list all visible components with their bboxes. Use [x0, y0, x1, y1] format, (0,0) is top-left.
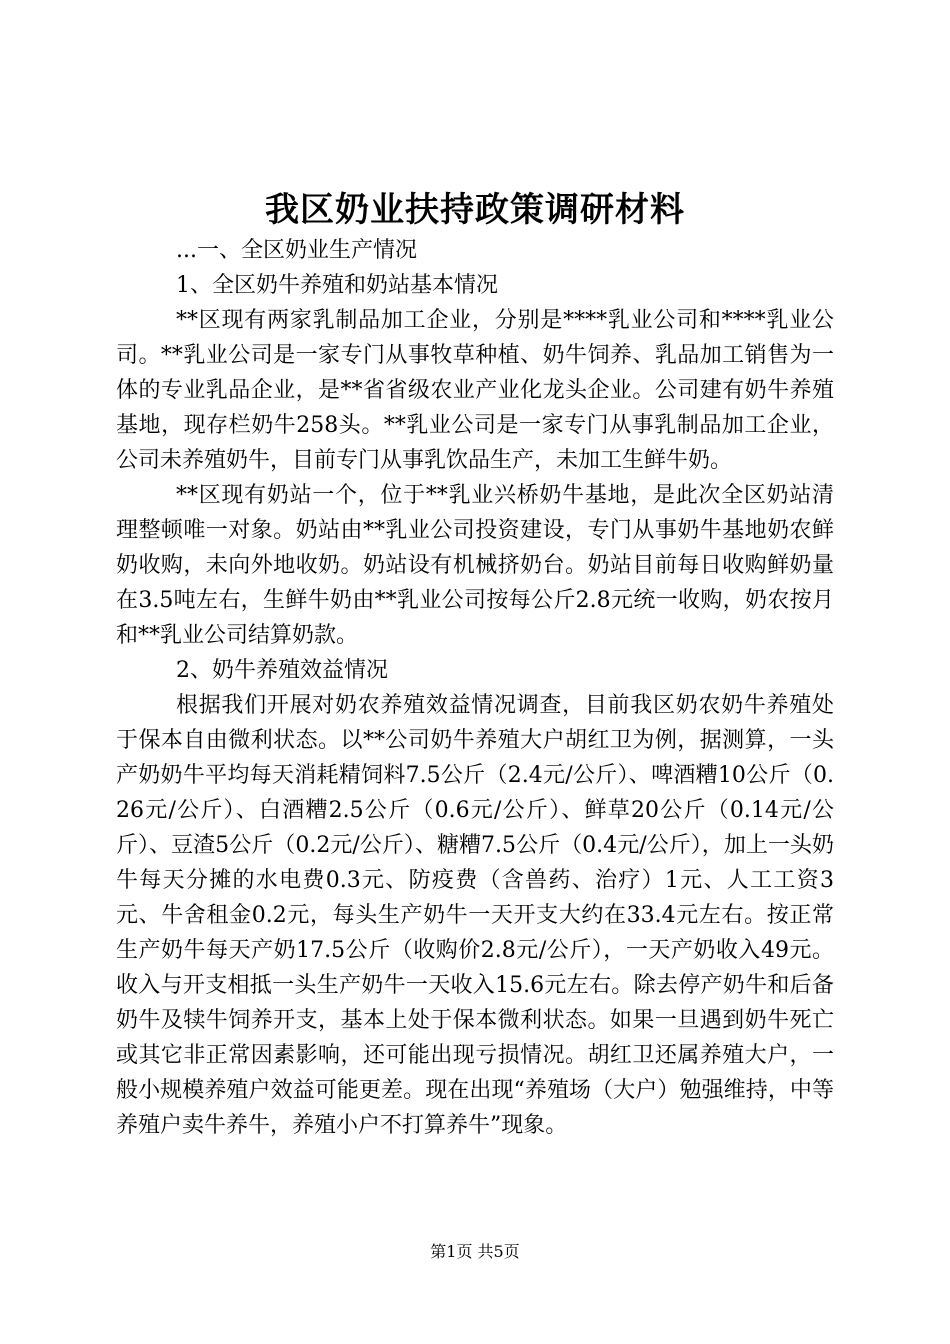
document-title: 我区奶业扶持政策调研材料 [265, 190, 685, 230]
paragraph-2: **区现有奶站一个，位于**乳业兴桥奶牛基地，是此次全区奶站清理整顿唯一对象。奶站由**乳业公司投资建设，专门从事奶牛基地奶农鲜奶收购，未向外地收奶。奶站设有机械挤奶台。奶站目前每日收购鲜奶量在3.5吨左右，生鲜牛奶由**乳业公司按每公斤2.8元统一收购，奶农按月和**乳业公司结算奶款。 [116, 483, 834, 648]
paragraph-1: **区现有两家乳制品加工企业，分别是****乳业公司和****乳业公司。**乳业公司是一家专门从事牧草种植、奶牛饲养、乳品加工销售为一体的专业乳品企业，是**省省级农业产业化龙头企业。公司建有奶牛养殖基地，现存栏奶牛258头。**乳业公司是一家专门从事乳制品加工企业，公司未养殖奶牛，目前专门从事乳饮品生产，未加工生鲜牛奶。 [116, 308, 834, 473]
page-footer: 第1页 共5页 [430, 1242, 520, 1261]
subsection-heading-2: 2、奶牛养殖效益情况 [176, 658, 388, 683]
section-heading: ...一、全区奶业生产情况 [176, 238, 417, 263]
paragraph-3: 根据我们开展对奶农养殖效益情况调查，目前我区奶农奶牛养殖处于保本自由微利状态。以**公司奶牛养殖大户胡红卫为例，据测算，一头产奶奶牛平均每天消耗精饲料7.5公斤（2.4元/公斤）、啤酒糟10公斤（0.26元/公斤）、白酒糟2.5公斤（0.6元/公斤）、鲜草20公斤（0.14元/公斤）、豆渣5公斤（0.2元/公斤）、糖糟7.5公斤（0.4元/公斤），加上一头奶牛每天分摊的水电费0.3元、防疫费（含兽药、治疗）1元、人工工资3元、牛舍租金0.2元，每头生产奶牛一天开支大约在33.4元左右。按正常生产奶牛每天产奶17.5公斤（收购价2.8元/公斤），一天产奶收入49元。收入与开支相抵一头生产奶牛一天收入15.6元左右。除去停产奶牛和后备奶牛及犊牛饲养开支，基本上处于保本微利状态。如果一旦遇到奶牛死亡或其它非正常因素影响，还可能出现亏损情况。胡红卫还属养殖大户，一般小规模养殖户效益可能更差。现在出现“养殖场（大户）勉强维持，中等养殖户卖牛养牛，养殖小户不打算养牛”现象。 [116, 693, 834, 1138]
subsection-heading-1: 1、全区奶牛养殖和奶站基本情况 [176, 273, 498, 298]
document-body [116, 233, 834, 1143]
